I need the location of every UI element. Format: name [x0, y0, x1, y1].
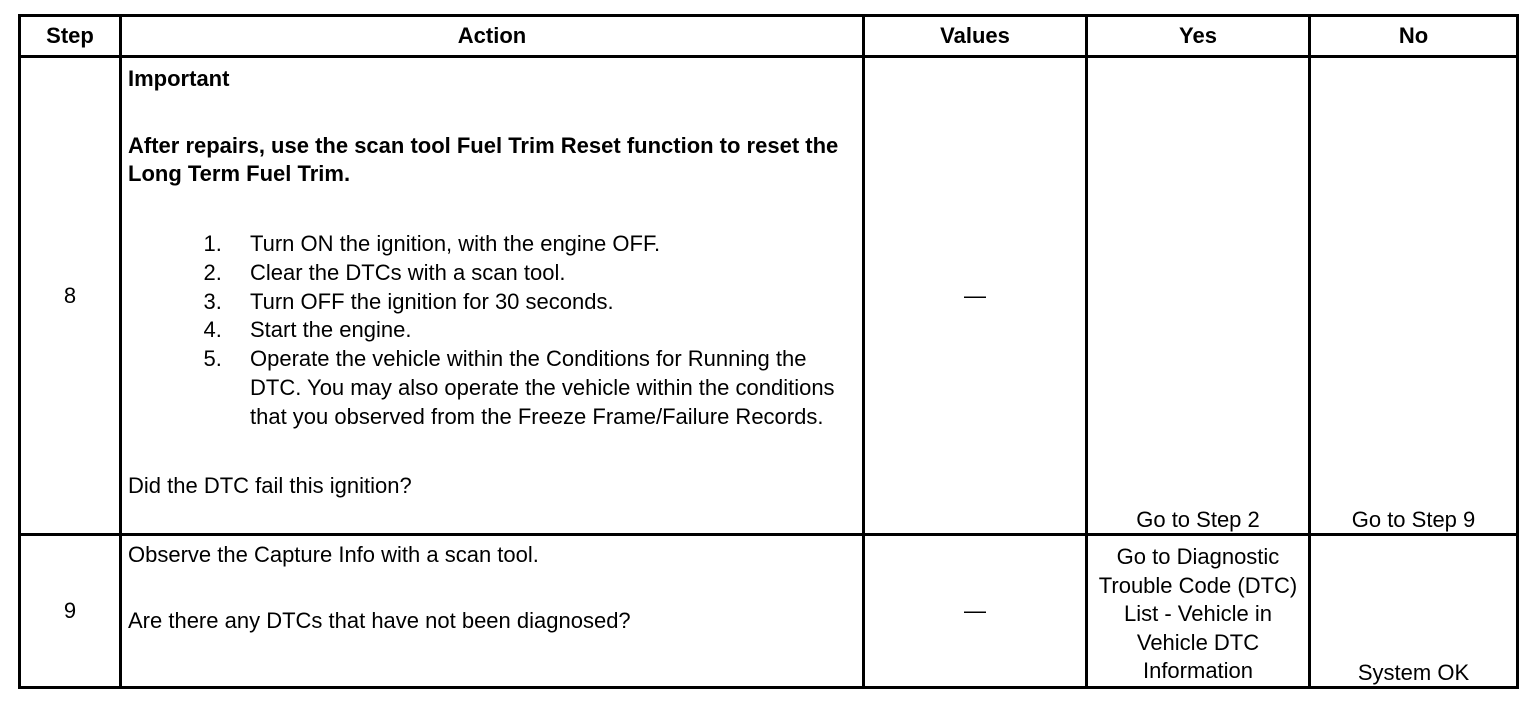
- procedure-step: 5. Operate the vehicle within the Conditions for Running the DTC. You may also operate the vehicle within the conditions that you observed from the Freeze Frame/Failure Records.: [228, 345, 856, 431]
- table-row-step-8: [20, 57, 1518, 535]
- procedure-step: 4. Start the engine.: [228, 316, 856, 345]
- values-cell: —: [864, 534, 1087, 687]
- diagnostic-table: [18, 14, 1519, 689]
- procedure-list: [128, 230, 856, 431]
- no-cell: Go to Step 9: [1310, 57, 1518, 535]
- values-cell: —: [864, 57, 1087, 535]
- yes-cell: Go to Diagnostic Trouble Code (DTC) List - Vehicle in Vehicle DTC Information: [1087, 534, 1310, 687]
- important-note: After repairs, use the scan tool Fuel Trim Reset function to reset the Long Term Fuel Trim.: [128, 133, 839, 187]
- question-text: Are there any DTCs that have not been diagnosed?: [128, 607, 631, 633]
- action-text: Observe the Capture Info with a scan tool.: [128, 541, 539, 567]
- procedure-step: 2. Clear the DTCs with a scan tool.: [228, 259, 856, 288]
- procedure-step: 1. Turn ON the ignition, with the engine OFF.: [228, 230, 856, 259]
- no-cell: System OK: [1310, 534, 1518, 687]
- table-row-step-9: [20, 534, 1518, 687]
- header-values: Values: [864, 16, 1087, 57]
- header-yes: Yes: [1087, 16, 1310, 57]
- step-number: 9: [20, 534, 121, 687]
- procedure-step: 3. Turn OFF the ignition for 30 seconds.: [228, 288, 856, 317]
- action-cell: [121, 534, 864, 687]
- important-label: Important: [128, 66, 230, 92]
- header-action: Action: [121, 16, 864, 57]
- header-no: No: [1310, 16, 1518, 57]
- header-step: Step: [20, 16, 121, 57]
- step-number: 8: [20, 57, 121, 535]
- action-cell: [121, 57, 864, 535]
- question-text: Did the DTC fail this ignition?: [128, 473, 412, 499]
- header-row: [20, 16, 1518, 57]
- yes-cell: Go to Step 2: [1087, 57, 1310, 535]
